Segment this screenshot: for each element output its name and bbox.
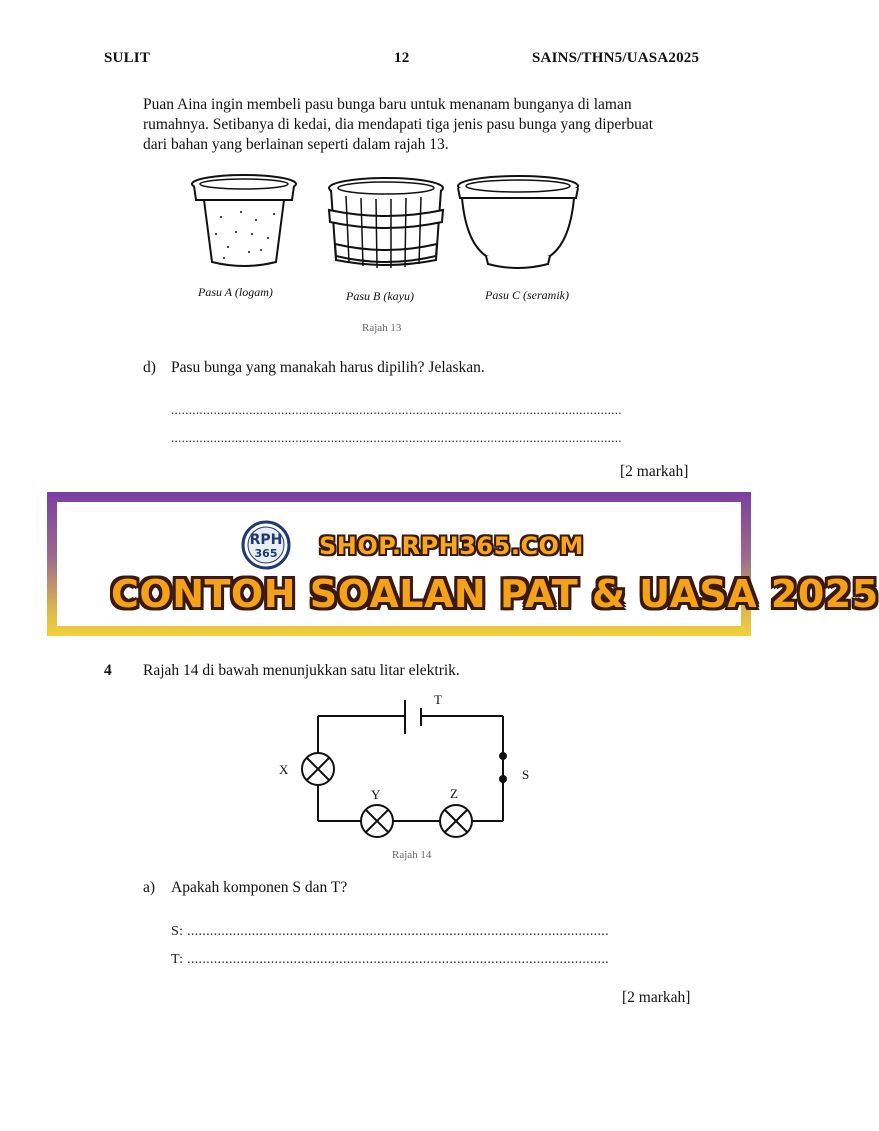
question-4-text: Rajah 14 di bawah menunjukkan satu litar elektrik. (143, 662, 460, 679)
intro-line-1: Puan Aina ingin membeli pasu bunga baru untuk menanam bunganya di laman (143, 96, 632, 113)
intro-paragraph (143, 95, 683, 155)
pot-b-wood (329, 178, 443, 268)
answer-line-t[interactable]: T: ............................................................................................................... (171, 952, 609, 967)
bulb-y-icon (361, 805, 393, 837)
label-y: Y (371, 787, 381, 802)
label-t: T (434, 692, 442, 707)
pot-a-caption: Pasu A (logam) (198, 285, 273, 299)
svg-text:365: 365 (254, 547, 278, 560)
label-s: S (522, 767, 530, 782)
switch-s-contact-bottom (499, 775, 507, 783)
promo-banner (47, 492, 879, 636)
figure-13-label: Rajah 13 (362, 322, 402, 334)
pot-a-metal (192, 175, 296, 266)
bulb-x-icon (302, 753, 334, 785)
intro-line-2: rumahnya. Setibanya di kedai, dia mendapati tiga jenis pasu bunga yang diperbuat (143, 116, 654, 133)
intro-line-3: dari bahan yang berlainan seperti dalam rajah 13. (143, 136, 449, 153)
flower-pots-figure (186, 172, 586, 282)
rph365-logo-icon (241, 520, 291, 570)
header-left: SULIT (104, 50, 151, 66)
paper-code: SAINS/THN5/UASA2025 (532, 50, 700, 66)
promo-banner-inner (57, 502, 879, 626)
page-number: 12 (394, 50, 410, 66)
label-z: Z (450, 786, 458, 801)
label-x: X (279, 762, 289, 777)
circuit-diagram (270, 688, 550, 838)
svg-text:RPH: RPH (249, 532, 283, 548)
figure-14-label: Rajah 14 (392, 849, 432, 861)
question-d-marks: [2 markah] (620, 463, 689, 480)
question-a-letter: a) (143, 879, 156, 896)
banner-title: CONTOH SOALAN PAT & UASA 2025 (111, 572, 879, 616)
pot-b-caption: Pasu B (kayu) (346, 289, 414, 303)
question-a-text: Apakah komponen S dan T? (171, 879, 348, 896)
bulb-z-icon (440, 805, 472, 837)
question-d-text: Pasu bunga yang manakah harus dipilih? Jelaskan. (171, 359, 485, 376)
pot-c-ceramic (458, 176, 578, 268)
question-4-number: 4 (104, 662, 112, 679)
question-a-marks: [2 markah] (622, 989, 691, 1006)
shop-url[interactable]: SHOP.RPH365.COM (319, 532, 584, 560)
answer-line-d-2[interactable]: ............................................................................................................................... (171, 430, 622, 445)
answer-line-d-1[interactable]: ............................................................................................................................... (171, 402, 622, 417)
answer-line-s[interactable]: S: ............................................................................................................... (171, 924, 609, 939)
question-d-letter: d) (143, 359, 156, 376)
pot-c-caption: Pasu C (seramik) (485, 288, 569, 302)
switch-s-contact-top (499, 752, 507, 760)
